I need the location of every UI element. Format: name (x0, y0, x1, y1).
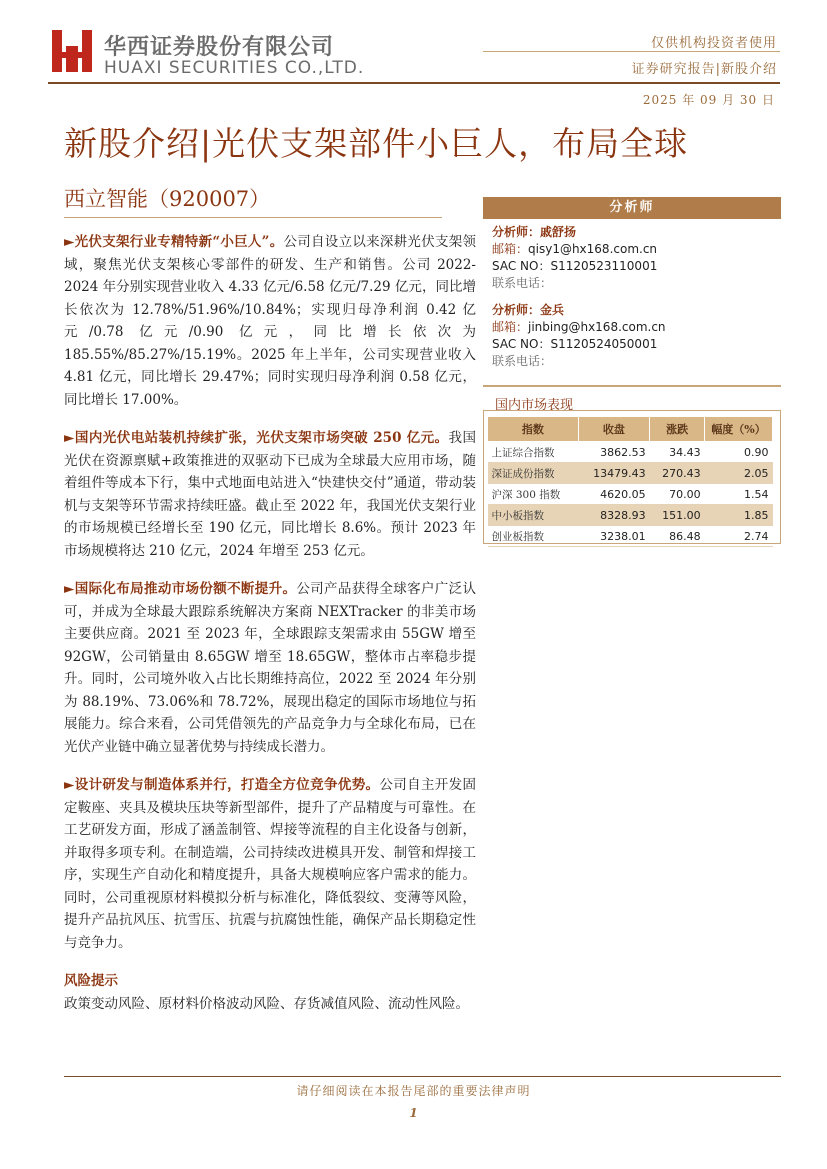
change-percent: 1.85 (705, 505, 773, 526)
email-label: 邮箱： (492, 320, 529, 334)
analyst-name: 分析师：戚舒扬 (492, 225, 577, 239)
header-divider (483, 51, 780, 52)
close-value: 4620.05 (578, 484, 649, 505)
analyst-sac: S1120523110001 (550, 259, 658, 273)
risk-text: 政策变动风险、原材料价格波动风险、存货减值风险、流动性风险。 (64, 995, 469, 1012)
index-name: 深证成份指数 (488, 463, 579, 484)
stock-underline (64, 217, 442, 218)
report-category: 证券研究报告|新股介绍 (631, 62, 777, 77)
page-number: 1 (409, 1106, 418, 1120)
analyst-card (492, 302, 782, 370)
paragraph-text: 公司自设立以来深耕光伏支架领域，聚焦光伏支架核心零部件的研发、生产和销售。公司 2022-2024 年分别实现营业收入 4.33 亿元/6.58 亿元/7.29 亿元，同比增长依次为 12.78%/51.96%/10.84%；实现归母净利润 0.42 亿元/0.78 亿元/0.90 亿元，同比增长依次为 185.55%/85.27%/15.19%。2025 年上半年，公司实现营业收入 4.81 亿元，同比增长 29.47%；同时实现归母净利润 0.58 亿元，同比增长 17.00%。 (64, 234, 477, 408)
analyst-phone: 联系电话： (492, 354, 553, 368)
sac-label: SAC NO： (492, 259, 551, 273)
index-name: 上证综合指数 (488, 442, 579, 463)
company-name-en: HUAXI SECURITIES CO.,LTD. (104, 58, 365, 78)
paragraph-lead: ►光伏支架行业专精特新“小巨人”。 (64, 234, 284, 250)
table-row (488, 505, 773, 526)
report-body (64, 231, 476, 1015)
change-percent: 0.90 (705, 442, 773, 463)
change-percent: 1.54 (705, 484, 773, 505)
audience-note: 仅供机构投资者使用 (650, 36, 777, 51)
paragraph-lead: ►国际化布局推动市场份额不断提升。 (64, 581, 297, 597)
table-row (488, 526, 773, 547)
paragraph-lead: ►设计研发与制造体系并行，打造全方位竞争优势。 (64, 777, 380, 793)
close-value: 8328.93 (578, 505, 649, 526)
close-value: 3238.01 (578, 526, 649, 547)
paragraph-text: 公司自主开发固定鞍座、夹具及模块压块等新型部件，提升了产品精度与可靠性。在工艺研发方面，形成了涵盖制管、焊接等流程的自主化设备与创新，并取得多项专利。在制造端，公司持续改进模具开发、制管和焊接工序，实现生产自动化和精度提升，具备大规模响应客户需求的能力。同时，公司重视原材料模拟分析与标准化，降低裂纹、变薄等风险，提升产品抗风压、抗雪压、抗震与抗腐蚀性能，确保产品长期稳定性与竞争力。 (64, 777, 476, 951)
change-value: 70.00 (650, 484, 705, 505)
analyst-phone: 联系电话： (492, 276, 553, 290)
paragraph-text: 我国光伏在资源禀赋+政策推进的双驱动下已成为全球最大应用市场，随着组件等成本下行，集中式地面电站进入“快建快交付”通道，带动装机与支架等环节需求持续旺盛。截止至 2022 年，我国光伏支架行业的市场规模已经增长至 190 亿元，同比增长 8.6%。预计 2023 年市场规模将达 210 亿元，2024 年增至 253 亿元。 (64, 430, 476, 559)
company-logo-icon (52, 30, 92, 72)
index-name: 中小板指数 (488, 505, 579, 526)
body-paragraph (64, 231, 476, 411)
change-percent: 2.74 (705, 526, 773, 547)
footer-rule (64, 1076, 781, 1077)
legal-disclaimer: 请仔细阅读在本报告尾部的重要法律声明 (296, 1084, 531, 1098)
body-paragraph (64, 427, 476, 562)
risk-title: 风险提示 (64, 973, 118, 989)
table-header-row (488, 417, 773, 442)
market-title: 国内市场表现 (495, 398, 574, 413)
close-value: 3862.53 (578, 442, 649, 463)
close-value: 13479.43 (578, 463, 649, 484)
paragraph-lead: ►国内光伏电站装机持续扩张，光伏支架市场突破 250 亿元。 (64, 430, 449, 446)
change-value: 270.43 (650, 463, 705, 484)
body-paragraph (64, 774, 476, 954)
analyst-email: jinbing@hx168.com.cn (528, 320, 666, 334)
company-name-cn: 华西证券股份有限公司 (104, 35, 335, 60)
column-header: 收盘 (578, 417, 649, 442)
column-header: 涨跌 (650, 417, 705, 442)
analyst-name: 分析师：金兵 (492, 303, 565, 317)
table-row (488, 484, 773, 505)
paragraph-text: 公司产品获得全球客户广泛认可，并成为全球最大跟踪系统解决方案商 NEXTracker 的非美市场主要供应商。2021 至 2023 年，全球跟踪支架需求由 55GW 增至 92GW，公司销量由 8.65GW 增至 18.65GW，整体市占率稳步提升。同时，公司境外收入占比长期维持高位，2022 至 2024 年分别为 88.19%、73.06%和 78.72%，展现出稳定的国际市场地位与拓展能力。综合来看，公司凭借领先的产品竞争力与全球化布局，已在光伏产业链中确立显著优势与持续成长潜力。 (64, 581, 476, 755)
column-header: 指数 (488, 417, 579, 442)
report-title: 新股介绍|光伏支架部件小巨人，布局全球 (64, 124, 689, 163)
header-rule (48, 82, 780, 84)
report-date: 2025 年 09 月 30 日 (642, 93, 775, 107)
market-table (487, 416, 773, 547)
analyst-sac: S1120524050001 (550, 337, 658, 351)
market-divider (483, 385, 781, 387)
change-value: 86.48 (650, 526, 705, 547)
sac-label: SAC NO： (492, 337, 551, 351)
email-label: 邮箱： (492, 242, 529, 256)
table-row (488, 442, 773, 463)
stock-name: 西立智能（920007） (64, 187, 271, 211)
table-row (488, 463, 773, 484)
column-header: 幅度（%） (705, 417, 773, 442)
analyst-email: qisy1@hx168.com.cn (528, 242, 658, 256)
change-percent: 2.05 (705, 463, 773, 484)
change-value: 34.43 (650, 442, 705, 463)
body-paragraph (64, 578, 476, 758)
analyst-card (492, 224, 782, 292)
change-value: 151.00 (650, 505, 705, 526)
index-name: 创业板指数 (488, 526, 579, 547)
index-name: 沪深 300 指数 (488, 484, 579, 505)
analyst-panel-header: 分析师 (483, 197, 781, 219)
